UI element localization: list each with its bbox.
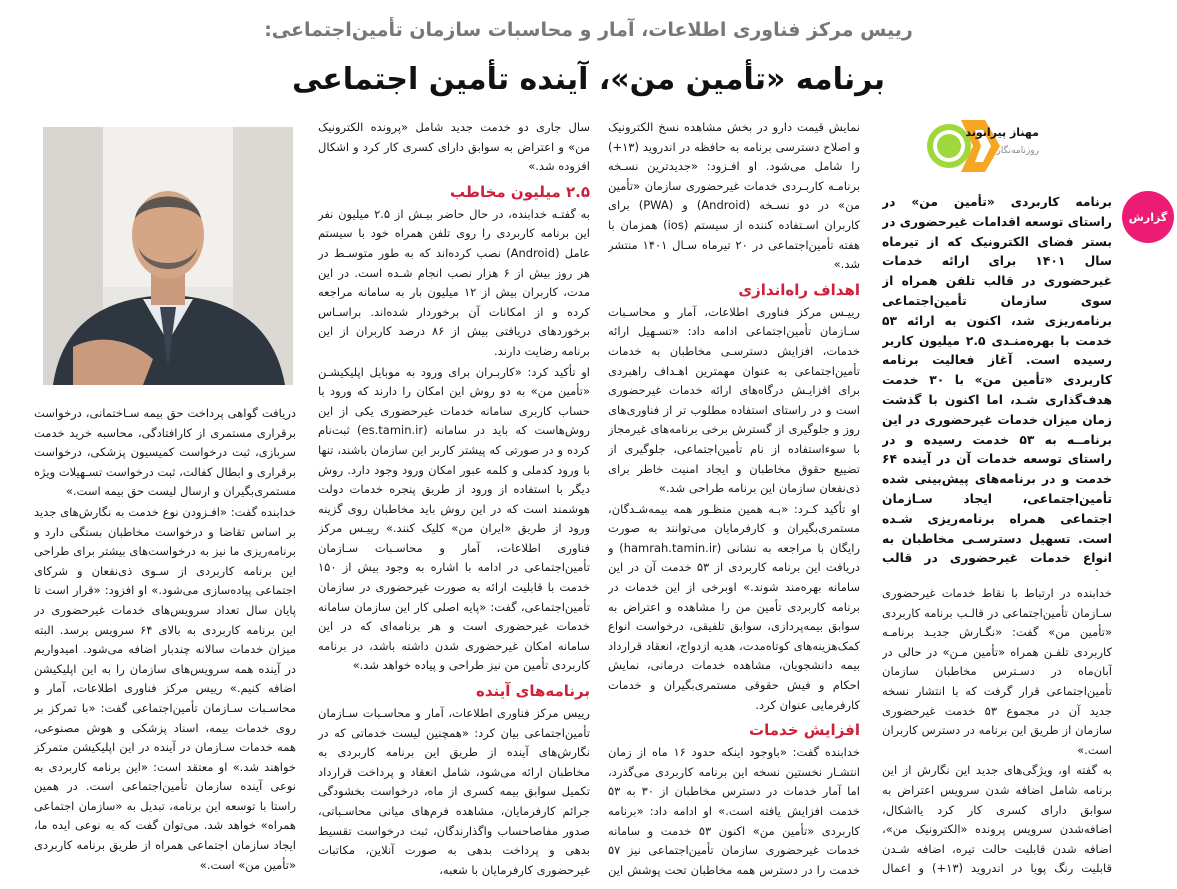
subheading-future-plans: برنامه‌های آینده	[475, 682, 590, 701]
subheading-goals: اهداف راه‌اندازی	[738, 280, 860, 299]
subheading-service-increase: افزایش خدمات	[749, 721, 860, 740]
column-3	[318, 118, 590, 880]
interviewee-photo	[43, 127, 293, 385]
paragraph: دریافت گواهی پرداخت حق بیمه سـاختمانی، درخواست برقراری مستمری از کارافتادگی، محاسبه خرید خدمت سربازی، ثبت درخواست کمیسیون پزشکی، درخواست برقراری و ابطال کفالت، ثبت درخواست تسـهیلات ویژه مستمری‌بگیران و ارسال لیست حق بیمه است.»	[34, 406, 296, 499]
paragraph: او تأکید کرد: «کاربـران برای ورود به موبایل اپلیکیشـن «تأمین من» به دو روش این امکان را دارند که ورود با حساب کاربری سامانه خدمات غیرحضوری یکی از این روش‌هاست که باید در سامانه (es.tamin.ir) ثبت‌نام کرده و در صورتی که پیشتر کاربر این سازمان باشند، تنها با ورود کدملی و کلمه عبور امکان ورود وجود دارد. روش دیگر با استفاده از ورود از طریق پنجره خدمات دولت هوشمند است که در این روش باید مخاطبان روی گزینه ورود از طریق «ایران من» کلیک کنند.» رییـس مرکز فناوری اطلاعات، آمار و محاسـبات سـازمان تأمین‌اجتماعی در ادامه با اشاره به وجود بیش از ۱۵۰ خدمت با قابلیت ارائه به صورت غیرحضوری در سازمان تأمین‌اجتماعی، گفت: «پایه اصلی کار این سازمان سامانه خدمات غیرحضوری است و هر برنامه‌ای که در این سامانه امکان غیرحضوری شدن داشته باشد، در برنامه کاربردی تأمین من نیز طراحی و پیاده خواهد شد.»	[318, 364, 590, 673]
author-box	[925, 118, 1175, 174]
column-2	[608, 118, 860, 880]
report-badge: گزارش	[1122, 191, 1174, 243]
kicker: رییس مرکز فناوری اطلاعات، آمار و محاسبات سازمان تأمین‌اجتماعی:	[264, 19, 913, 41]
paragraph: خدابنده گفت: «افـزودن نوع خدمت به نگارش‌های جدید بر اساس تقاضا و درخواست مخاطبان بستگی دارد و برنامه‌ریزی ما نیز به درخواست‌های بیشتر برای طراحی این برنامه کاربردی از سـوی ذی‌نفعان و شرکای اجتماعی پیاده‌سازی می‌شود.» او افزود: «قرار است تا پایان سال تعداد سرویس‌های خدمات غیرحضوری در این برنامه کاربردی به بالای ۶۴ سرویس برسد. البته میزان خدمات سالانه چندبار اضافه می‌شود. امیدواریم در آینده همه سرویس‌های سازمان را به این اپلیکیشن اضافه کنیم.» رییس مرکز فناوری اطلاعات، آمار و محاسـبات سـازمان تأمین‌اجتماعی گفت: «با تمرکز بر روی خدمات بیمه، اسناد پزشکی و هوش مصنوعی، همه خدمات سـازمان در آینده در این اپلیکیشن متمرکز خواهند شد.» او معتقد است: «این برنامه کاربردی به نوعی آینده سازمان تأمین‌اجتماعی است. در همین راستا با توسعه این برنامه، تبدیل به «سازمان اجتماعی همراه» خواهد شد. می‌توان گفت که به نوعی ایده ما، ایجاد سازمان اجتماعی همراه از طریق برنامه کاربردی «تأمین من» است.»	[34, 504, 296, 872]
column-4	[34, 404, 296, 880]
paragraph: رییـس مرکز فناوری اطلاعات، آمار و محاسـبات سـازمان تأمین‌اجتماعی ادامه داد: «تسـهیل ارائه خدمات، افزایش دسترسـی مخاطبان به خدمات تأمین‌اجتماعی به عنوان مهمترین اهـداف راهبردی برای افزایـش درگاه‌های ارائه خدمات غیرحضوری است و در راستای استفاده مطلوب تر از فناوری‌های روز و جلوگیری از گسترش برخی برنامه‌های غیرمجاز با سوءاستفاده از نام تأمین‌اجتماعی، جلوگیری از تضییع حقوق مخاطبان و ایجاد امنیت خاطر برای ذی‌نفعان سازمان این برنامه طراحی شد.»	[608, 304, 860, 496]
author-role: روزنامه‌نگار	[996, 146, 1039, 156]
subheading-users: ۲.۵ میلیون مخاطب	[449, 182, 590, 201]
paragraph: به گفتـه خدابنده، در حال حاضر بیـش از ۲.۵ میلیون نفر این برنامه کاربردی را روی تلفن همراه خود با سیستم عامل (Android) نصب کرده‌اند که به طور متوسـط در هر روز بیش از ۶ هزار نصب انجام شـده است. در این مدت، کاربران بیش از ۱۲ میلیون بار به سامانه مراجعه کرده و از امکانات آن برخوردار شده‌اند. براسـاس برخوردهای دریافتی بیش از ۸۶ درصد کاربران از این برنامه رضایت دارند.	[318, 206, 590, 358]
headline: برنامه «تأمین‌ من»، آینده تأمین اجتماعی	[291, 62, 886, 97]
paragraph: خدابنده در ارتباط با نقاط خدمات غیرحضوری سـازمان تأمین‌اجتماعی در قالـب برنامه کاربردی «تأمین من» گفت: «نگـارش جدیـد برنامـه کاربردی تلفـن همراه «تأمین مـن» در حالی در آبان‌ماه در دسـترس مخاطبان سازمان تأمین‌اجتماعی قرار گرفت که با انتشار نسخه جدید آن در مجموع ۵۳ خدمت غیرحضوری سازمان از طریق این برنامه در دسترس کاربران است.»	[882, 586, 1112, 757]
column-1	[882, 584, 1112, 880]
lead-paragraph: برنامه کاربردی «تأمین من» در راستای توسعه اقدامات غیرحضوری در بستر فضای الکترونیک که از تیرماه سال ۱۴۰۱ برای ارائه خدمات غیرحضوری در قالب تلفن همراه از سوی سازمان تأمین‌اجتماعی برنامه‌ریزی شد، اکنون به ارائه ۵۳ خدمت با بهره‌منـدی ۲.۵ میلیون کاربر رسیده است. آغاز فعالیت برنامه کاربردی «تأمین من» با ۳۰ خدمت هدف‌گذاری شـد، اما اکنون با گذشت زمان میزان خدمات غیرحضوری در این برنامــه به ۵۳ خدمت رسیده و در راستای توسعه خدمات آن در آینده ۶۴ خدمت و در برنامه‌های پیش‌بینی شده تأمین‌اجتماعی، ایجاد سـازمان اجتماعی همراه برنامه‌ریزی شـده است. تسهیل دسترسـی مخاطبان به انواع خدمات غیرحضوری در قالب	[882, 195, 1112, 566]
author-name: مهناز پیرانوند	[965, 126, 1039, 139]
paragraph: رییس مرکز فناوری اطلاعات، آمار و محاسـبات سـازمان تأمین‌اجتماعی بیان کرد: «همچنین لیست خدماتی که در نگارش‌های آینده از طریق این برنامه کاربردی به مخاطبان ارائه می‌شود، شامل انعقاد و پرداخت قرارداد تکمیل سوابق بیمه کسری از ماه، درخواست بخشودگی جرائم کارفرمایان، مشاهده فرم‌های میانی محاسـباتی، صدور مفاصاحساب واگذارندگان، ثبت درخواست تقسیط بدهی و پرداخت بدهی به صورت آنلاین، مکاتبات غیرحضوری کارفرمایان با شعبه،	[318, 706, 590, 877]
portrait-illustration	[43, 127, 293, 385]
paragraph: خدابنده گفت: «باوجود اینکه حدود ۱۶ ماه از زمان انتشـار نخستین نسخه این برنامه کاربردی می‌گذرد، اما آمار خدمات در دسترس مخاطبان از ۳۰ به ۵۳ خدمت افزایش یافته است.» او ادامه داد: «برنامه کاربردی «تأمین من» اکنون ۵۳ خدمت و سامانه خدمات غیرحضوری سازمان تأمین‌اجتماعی نیز ۵۷ خدمت را در دسترس همه مخاطبان تحت پوشش این	[608, 745, 860, 877]
paragraph: سال جاری دو خدمت جدید شامل «پرونده الکترونیک من» و اعتراض به سوابق دارای کسری کار کرد و اشکال افزوده شد.»	[318, 120, 590, 174]
paragraph: او تأکید کـرد: «بـه همین منظـور همه بیمه‌شـدگان، مستمری‌بگیران و کارفرمایان می‌توانند به صورت رایگان با مراجعه به نشانی (hamrah.tamin.ir) و دریافت این برنامه کاربردی از ۵۳ خدمت آن در این سامانه بهره‌مند شوند.» اوبرخی از این خدمات در برنامه کاربردی تأمین من را مشاهده و اعتراض به سوابق بیمه‌پردازی، سوابق تلفیقی، درخواست انواع کمک‌هزینه‌های کوتاه‌مدت، هدیه ازدواج، انعقاد قرارداد بیمه دانشجویان، مشاهده خدمات درمانی، نمایش احکام و فیش حقوقی مستمری‌بگیران و خدمات کارفرمایی عنوان کرد.	[608, 501, 860, 712]
paragraph: نمایش قیمت دارو در بخش مشاهده نسخ الکترونیک و اصلاح دسترسی برنامه به حافظه در اندروید (۱۳+) را شامل می‌شود. او افـزود: «جدیدترین نسـخه برنامـه کاربـردی خدمات غیرحضوری سازمان «تأمین من» در دو نسـخه (Android) و (PWA) برای کاربران اسـتفاده کننده از سیستم (ios) همزمان با هفته تأمین‌اجتماعی در ۲۰ تیرماه سـال ۱۴۰۱ منتشر شد.»	[608, 120, 860, 272]
paragraph: به گفته او، ویژگی‌های جدید این نگارش از این برنامه شامل اضافه شدن سرویس اعتراض به سوابق دارای کسری کار کرد یااشکال، اضافه‌شدن سرویس پرونده «الکترونیک من»، اضافه شدن قابلیت حالت تیره، اضافه شـدن قابلیت رنگ پویا در اندروید (۱۳+) و اعمال	[882, 763, 1112, 876]
